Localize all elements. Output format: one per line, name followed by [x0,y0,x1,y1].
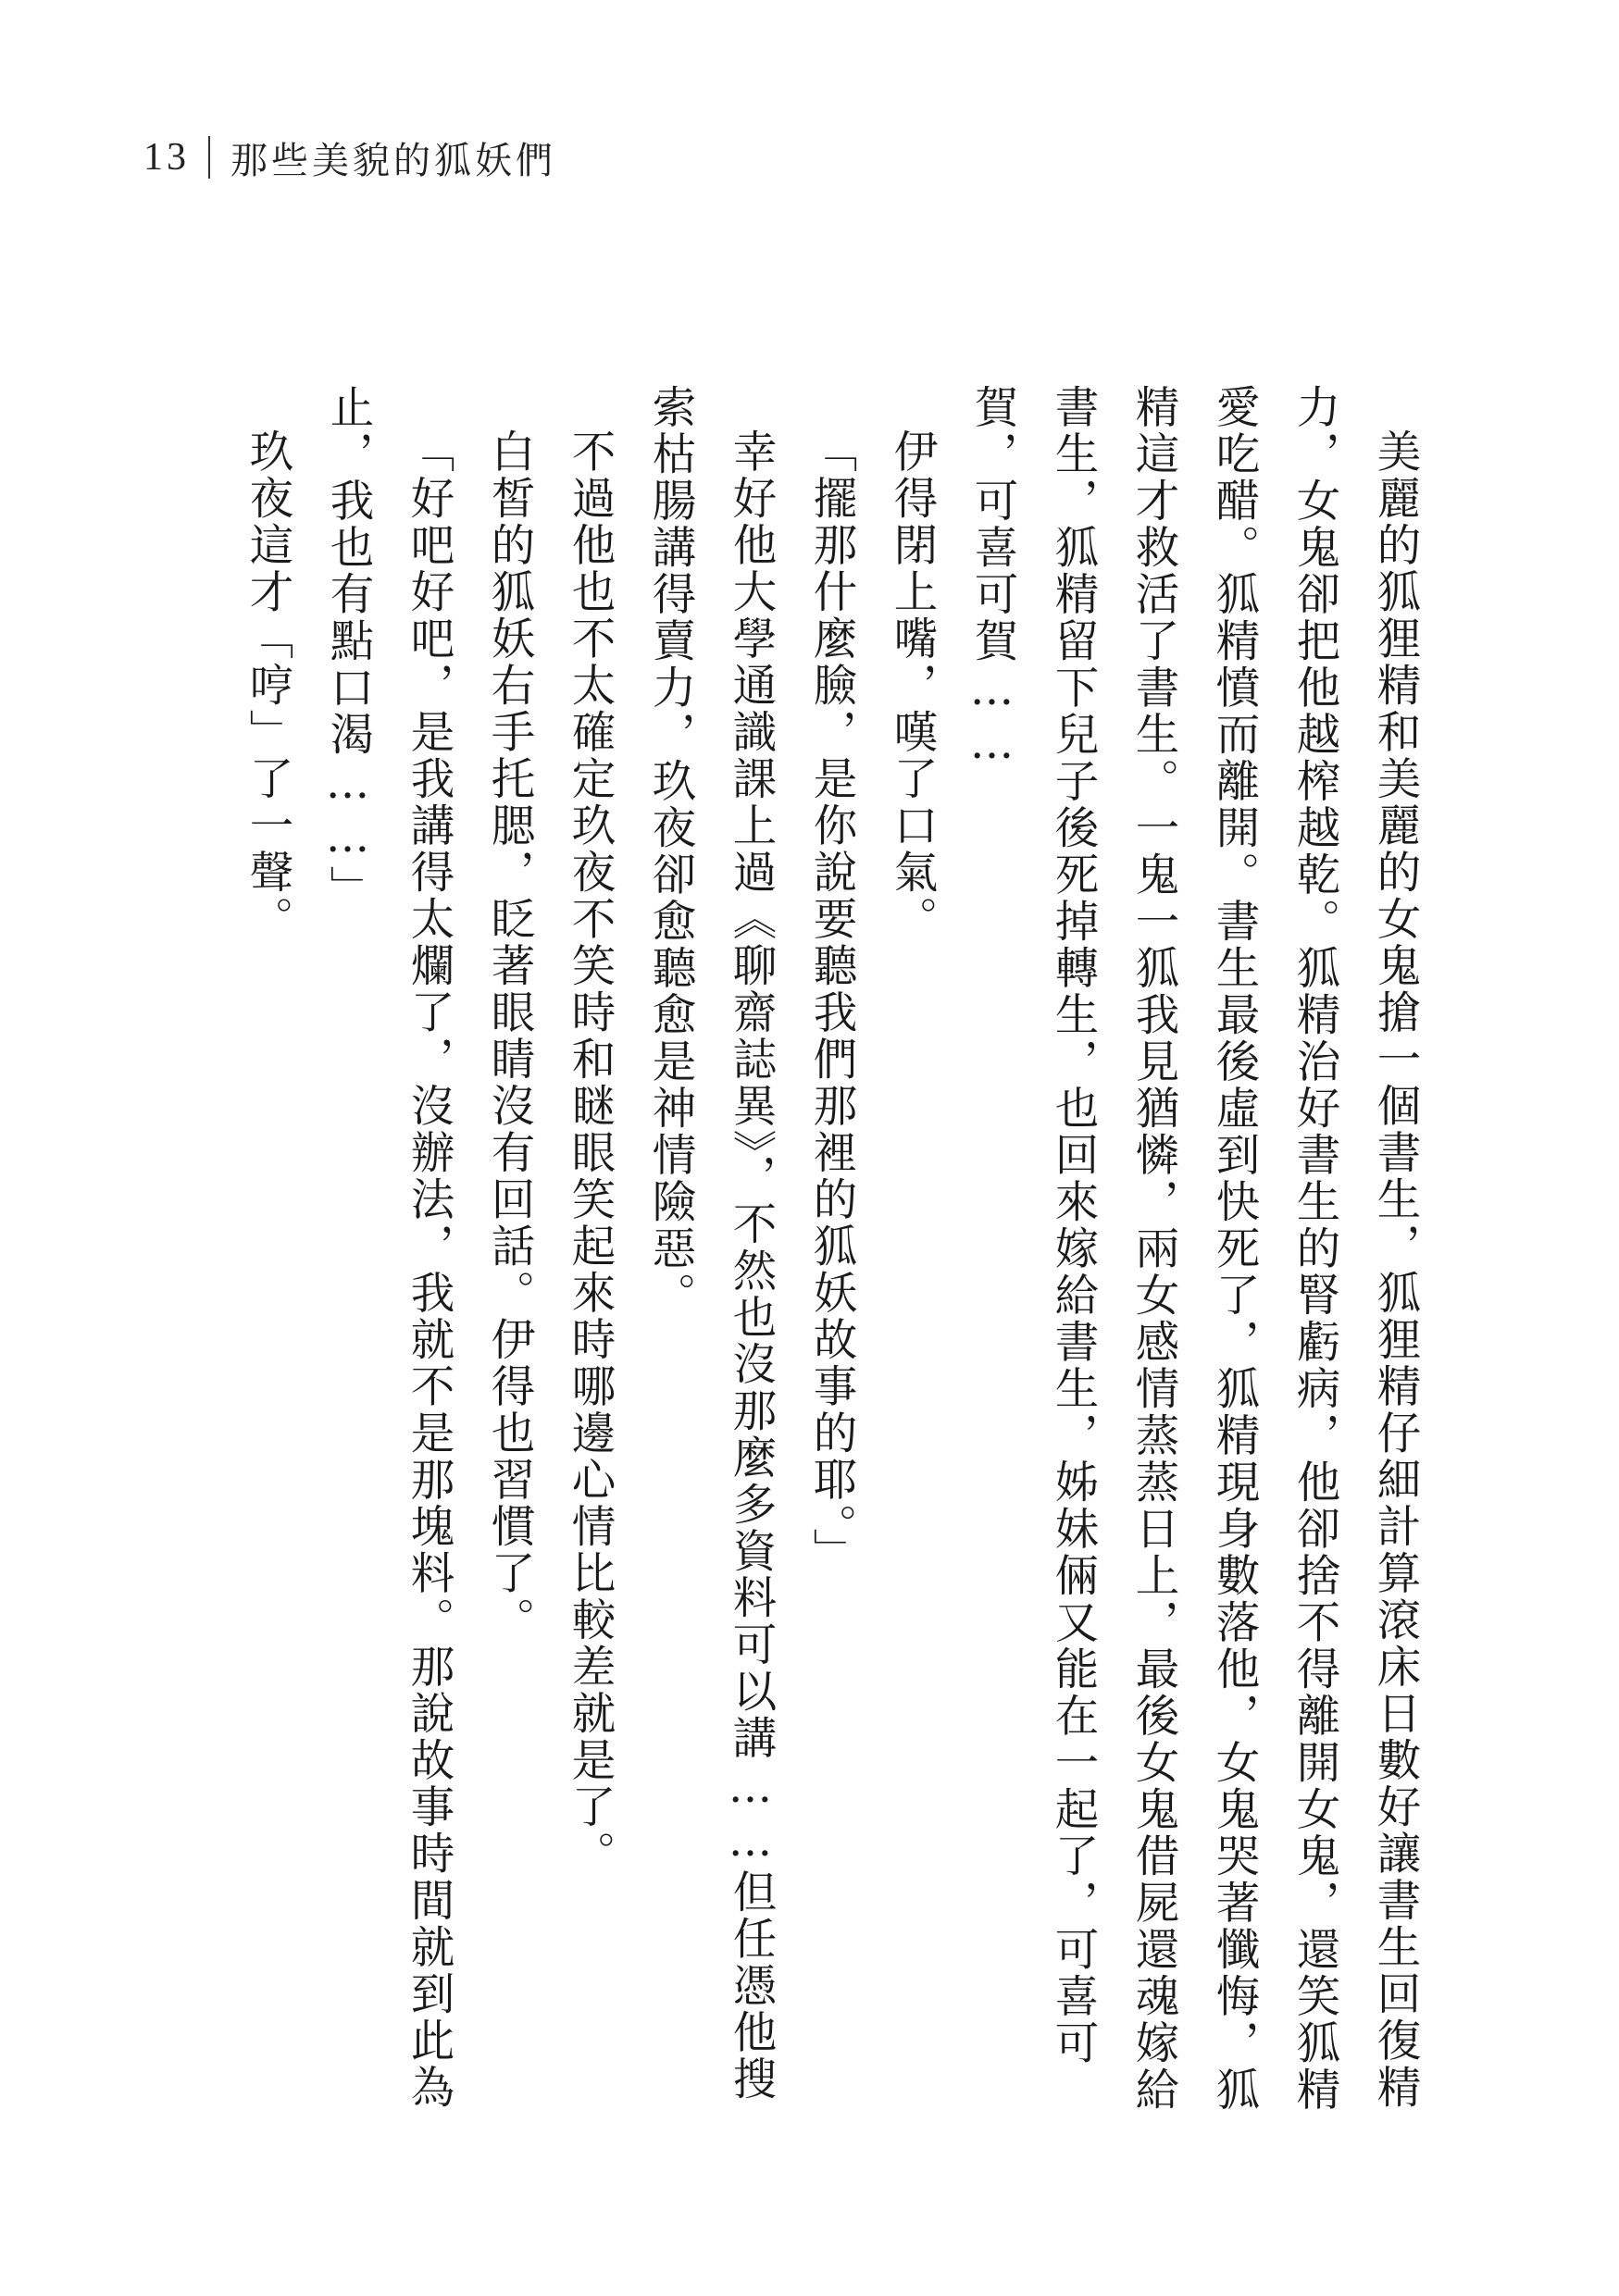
vertical-text-flow [227,384,1435,2115]
page-number: 13 [143,136,190,179]
header-divider [208,136,210,179]
paragraph: 白皙的狐妖右手托腮，眨著眼睛沒有回話。伊得也習慣了。 [483,428,534,1644]
paragraph: 美麗的狐狸精和美麗的女鬼搶一個書生，狐狸精仔細計算滾床日數好讓書生回復精力，女鬼卻把他越榨越乾。狐精治好書生的腎虧病，他卻捨不得離開女鬼，還笑狐精愛吃醋。狐精憤而離開。書生最後虛到快死了，狐精現身數落他，女鬼哭著懺悔，狐精這才救活了書生。一鬼一狐我見猶憐，兩女感情蒸蒸日上，最後女鬼借屍還魂嫁給書生，狐精留下兒子後死掉轉生，也回來嫁給書生，姊妹倆又能在一起了，可喜可賀，可喜可賀…… [966,384,1420,2114]
paragraph: 伊得閉上嘴，嘆了口氣。 [886,428,937,942]
paragraph: 不過他也不太確定玖夜不笑時和瞇眼笑起來時哪邊心情比較差就是了。 [564,428,615,1877]
running-header [143,120,556,194]
body-text [213,384,1435,2115]
book-title: 那些美貌的狐妖們 [230,139,556,182]
paragraph: 玖夜這才「哼」了一聲。 [242,428,293,942]
paragraph: 「擺那什麼臉，是你說要聽我們那裡的狐妖故事的耶。」 [805,428,856,1575]
paragraph: 「好吧好吧，是我講得太爛了，沒辦法，我就不是那塊料。那說故事時間就到此為止，我也有點口渴……」 [322,384,454,2111]
paragraph: 幸好他大學通識課上過《聊齋誌異》，不然也沒那麼多資料可以講……但任憑他搜索枯腸講得賣力，玖夜卻愈聽愈是神情險惡。 [644,384,776,2103]
